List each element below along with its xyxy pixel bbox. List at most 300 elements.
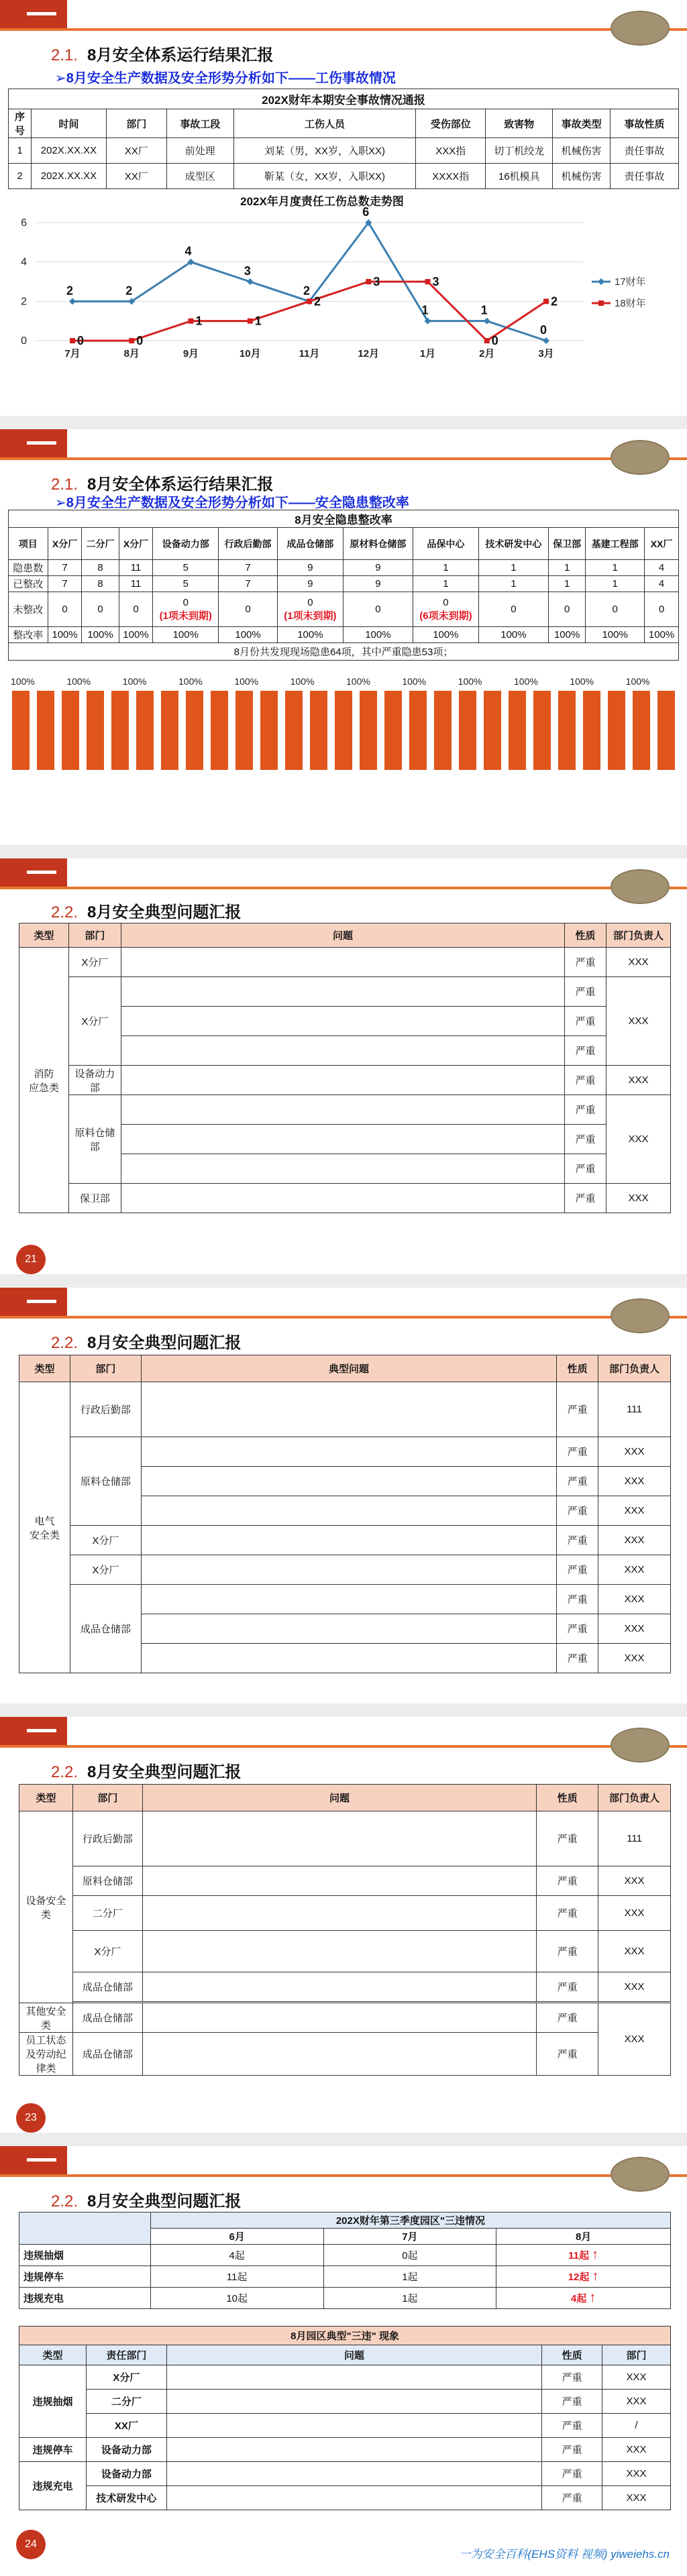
owner-cell: XXX xyxy=(598,1644,671,1673)
owner-cell: XXX xyxy=(602,2390,671,2414)
rate-bar xyxy=(360,691,377,770)
slide-fire-issues xyxy=(0,858,687,1274)
section-number: 2.1. xyxy=(51,475,78,494)
series-marker xyxy=(247,278,254,285)
bar-value-label: 100% xyxy=(66,676,91,687)
issue-cell xyxy=(142,2033,536,2076)
owner-cell: XXX xyxy=(598,1496,671,1526)
col-header: 序号 xyxy=(9,109,32,138)
cell: 100% xyxy=(478,627,548,643)
col-header: 品保中心 xyxy=(413,528,479,560)
cell: 切丁机绞龙 xyxy=(486,138,553,164)
data-label: 2 xyxy=(303,284,311,298)
col-header: 性质 xyxy=(537,1785,598,1811)
series-marker xyxy=(248,319,253,324)
x-tick-label: 7月 xyxy=(64,348,81,359)
series-marker xyxy=(484,318,490,325)
issue-cell xyxy=(166,2486,541,2510)
cell: 1起 xyxy=(323,2288,496,2309)
x-tick-label: 8月 xyxy=(123,348,140,359)
table-row xyxy=(19,2365,671,2390)
owner-cell: XXX xyxy=(598,1437,671,1467)
owner-cell: XXX xyxy=(598,1585,671,1614)
owner-cell: XXX xyxy=(606,1095,671,1184)
nature-cell: 严重 xyxy=(542,2486,602,2510)
nature-cell: 严重 xyxy=(565,1184,606,1213)
issue-cell xyxy=(121,1036,564,1066)
rate-bar xyxy=(533,691,551,770)
issue-cell xyxy=(141,1382,556,1437)
bar-value-label: 100% xyxy=(625,676,650,687)
owner-cell: XXX xyxy=(606,977,671,1066)
issue-cell xyxy=(121,948,564,977)
header-tab xyxy=(0,1288,67,1316)
owner-cell: XXX xyxy=(606,948,671,977)
cell: 7 xyxy=(48,560,82,576)
table-row xyxy=(9,627,679,643)
data-label: 1 xyxy=(480,303,488,317)
table-row xyxy=(19,2462,671,2486)
slide-accident-report xyxy=(0,0,687,416)
nature-cell: 严重 xyxy=(557,1555,598,1585)
issue-cell xyxy=(142,1866,536,1896)
section-number: 2.2. xyxy=(51,1763,78,1781)
cell: 10起 xyxy=(150,2288,323,2309)
issue-cell xyxy=(141,1467,556,1496)
bar-value-label: 100% xyxy=(458,676,482,687)
col-header: 部门负责人 xyxy=(606,923,671,948)
col-header: X分厂 xyxy=(48,528,82,560)
table-row xyxy=(19,2266,671,2288)
section-title xyxy=(51,42,273,65)
cell: 202X.XX.XX xyxy=(31,138,106,164)
cell: 9 xyxy=(343,560,413,576)
col-header: 类型 xyxy=(19,923,69,948)
table-row xyxy=(19,2033,671,2076)
issue-cell xyxy=(121,1154,564,1184)
rate-bar xyxy=(235,691,253,770)
cell: 11起 xyxy=(150,2266,323,2288)
rate-bar xyxy=(657,691,675,770)
cell: 100% xyxy=(645,627,679,643)
data-label: 1 xyxy=(254,314,262,328)
rate-bar xyxy=(62,691,79,770)
col-header: 行政后勤部 xyxy=(219,528,278,560)
cell: 0 xyxy=(549,592,586,627)
header-rule xyxy=(0,2174,687,2177)
table-caption: 8月安全隐患整改率 xyxy=(9,510,679,528)
section-title xyxy=(51,471,273,494)
equipment-issues-table xyxy=(19,1784,671,2076)
data-label: 1 xyxy=(421,303,429,317)
dept-cell: XX厂 xyxy=(86,2414,166,2438)
issue-cell xyxy=(166,2438,541,2462)
dept-cell: X分厂 xyxy=(68,948,121,977)
rate-bar xyxy=(633,691,650,770)
slide-gap xyxy=(0,1274,687,1288)
dept-cell: 设备动力部 xyxy=(86,2438,166,2462)
table-row xyxy=(19,1437,671,1467)
cell: 0 xyxy=(586,592,645,627)
dept-cell: 二分厂 xyxy=(86,2390,166,2414)
header-tab xyxy=(0,2146,67,2174)
cell: 刘某（男，XX岁，入职XX) xyxy=(233,138,416,164)
cell: 9 xyxy=(343,576,413,592)
nature-cell: 严重 xyxy=(542,2462,602,2486)
rate-bar xyxy=(87,691,104,770)
cell xyxy=(413,592,479,627)
issue-cell xyxy=(141,1437,556,1467)
data-label: 6 xyxy=(362,205,370,219)
rate-bar xyxy=(583,691,600,770)
data-label: 0 xyxy=(76,334,85,347)
issue-cell xyxy=(141,1496,556,1526)
category-cell xyxy=(19,2033,73,2076)
cell: 1 xyxy=(413,560,479,576)
bar-value-label: 100% xyxy=(178,676,203,687)
cell: 0 xyxy=(48,592,82,627)
rate-bar xyxy=(136,691,154,770)
cell: 11 xyxy=(119,576,153,592)
col-header: X分厂 xyxy=(119,528,153,560)
col-header: 事故工段 xyxy=(166,109,233,138)
section-title-text: 8月安全典型问题汇报 xyxy=(87,2192,242,2210)
cell-value: 4起 xyxy=(570,2293,587,2304)
hazard-table xyxy=(8,510,679,661)
col-header: 部门负责人 xyxy=(598,1785,671,1811)
issue-cell xyxy=(121,1125,564,1154)
col-header: 部门 xyxy=(70,1355,141,1382)
slide-hazard-rate xyxy=(0,429,687,845)
cell: 100% xyxy=(586,627,645,643)
cell: 整改率 xyxy=(9,627,48,643)
header-tab xyxy=(0,429,67,457)
footer-link[interactable]: 一为安全百科(EHS资料 视频) yiweiehs.cn xyxy=(459,2548,670,2561)
table-row xyxy=(19,1555,671,1585)
nature-cell: 严重 xyxy=(537,1931,598,1972)
x-tick-label: 10月 xyxy=(239,348,261,359)
rate-bar xyxy=(558,691,576,770)
cell: 机械伤害 xyxy=(553,138,611,164)
dept-cell: 设备动力部 xyxy=(86,2462,166,2486)
category-cell xyxy=(19,1382,70,1673)
table-row xyxy=(9,138,679,164)
issue-cell xyxy=(142,1931,536,1972)
cell xyxy=(496,2266,671,2288)
col-header: 问题 xyxy=(166,2345,541,2365)
table-row xyxy=(19,977,671,1007)
table-row xyxy=(19,948,671,977)
company-logo xyxy=(611,11,670,46)
cell: 100% xyxy=(219,627,278,643)
dept-cell: X分厂 xyxy=(70,1526,141,1555)
issue-cell xyxy=(166,2414,541,2438)
y-tick-label: 6 xyxy=(21,217,27,229)
nature-cell: 严重 xyxy=(542,2390,602,2414)
table-row xyxy=(19,1811,671,1866)
owner-cell: XXX xyxy=(602,2438,671,2462)
col-header: 二分厂 xyxy=(82,528,119,560)
issue-cell xyxy=(141,1614,556,1644)
series-marker xyxy=(129,338,134,343)
cell: 100% xyxy=(48,627,82,643)
cell: 202X.XX.XX xyxy=(31,164,106,189)
table-row xyxy=(9,592,679,627)
cell: 1起 xyxy=(323,2266,496,2288)
violation-summary-table xyxy=(19,2212,671,2309)
up-arrow-icon: ↑ xyxy=(592,2247,599,2262)
dept-cell: 成品仓储部 xyxy=(72,2003,142,2033)
bar-value-label: 100% xyxy=(514,676,538,687)
col-header: 问题 xyxy=(121,923,564,948)
nature-cell: 严重 xyxy=(542,2414,602,2438)
table-row xyxy=(9,576,679,592)
bar-value-label: 100% xyxy=(570,676,594,687)
nature-cell: 严重 xyxy=(565,1095,606,1125)
table-row xyxy=(19,1896,671,1931)
data-label: 3 xyxy=(373,275,380,288)
data-label: 3 xyxy=(432,275,439,288)
legend-label: 18财年 xyxy=(615,298,646,309)
category-label: 电气 安全类 xyxy=(29,1515,60,1541)
data-label: 0 xyxy=(491,334,498,347)
section-title-text: 8月安全体系运行结果汇报 xyxy=(87,46,274,64)
y-tick-label: 0 xyxy=(21,335,27,347)
dept-cell: 保卫部 xyxy=(68,1184,121,1213)
col-header: 受伤部位 xyxy=(416,109,486,138)
nature-cell: 严重 xyxy=(565,1036,606,1066)
owner-cell: XXX xyxy=(606,1184,671,1213)
nature-cell: 严重 xyxy=(565,1007,606,1036)
cell-value: 12起 xyxy=(568,2272,590,2283)
bar-value-label: 100% xyxy=(290,676,315,687)
series-marker xyxy=(70,338,75,343)
category-cell xyxy=(19,2003,73,2033)
cell: 8 xyxy=(82,576,119,592)
slide-equipment-issues xyxy=(0,1717,687,2133)
dept-cell: 成品仓储部 xyxy=(70,1585,141,1673)
table-row xyxy=(19,2245,671,2266)
col-header: 性质 xyxy=(557,1355,598,1382)
table-row xyxy=(19,2288,671,2309)
cell xyxy=(278,592,344,627)
issue-cell xyxy=(166,2390,541,2414)
owner-cell: XXX xyxy=(598,1614,671,1644)
slide-gap xyxy=(0,2133,687,2146)
cell: 0起 xyxy=(323,2245,496,2266)
owner-cell: 111 xyxy=(598,1811,671,1866)
cell: 0 xyxy=(82,592,119,627)
rate-bar xyxy=(608,691,625,770)
cell: 7 xyxy=(219,576,278,592)
cell: 16机模具 xyxy=(486,164,553,189)
cell: 1 xyxy=(478,576,548,592)
nature-cell: 严重 xyxy=(557,1496,598,1526)
header-rule xyxy=(0,1745,687,1748)
nature-cell: 严重 xyxy=(542,2438,602,2462)
cell: 0 xyxy=(219,592,278,627)
dept-cell: 原料仓储部 xyxy=(70,1437,141,1526)
nature-cell: 严重 xyxy=(565,1125,606,1154)
table-row xyxy=(19,2390,671,2414)
series-marker xyxy=(189,319,194,324)
cell: 1 xyxy=(586,560,645,576)
section-subtitle: ➢8月安全生产数据及安全形势分析如下——工伤事故情况 xyxy=(55,71,396,86)
rate-bar xyxy=(409,691,427,770)
header-rule xyxy=(0,28,687,31)
x-tick-label: 1月 xyxy=(419,348,436,359)
dept-cell: 二分厂 xyxy=(72,1896,142,1931)
cell-value: 11起 xyxy=(568,2250,589,2261)
company-logo xyxy=(611,869,670,904)
issue-cell xyxy=(142,1811,536,1866)
series-line xyxy=(72,223,546,341)
cell: 2 xyxy=(9,164,32,189)
category-label: 设备安全类 xyxy=(25,1895,66,1921)
pending-note: (1项未到期) xyxy=(159,610,212,622)
nature-cell: 严重 xyxy=(542,2365,602,2390)
cell: 7 xyxy=(48,576,82,592)
cell-value: 0 xyxy=(443,596,449,608)
rate-bars xyxy=(8,691,679,770)
table-row xyxy=(19,2438,671,2462)
dept-cell: 成品仓储部 xyxy=(72,1972,142,2002)
nature-cell: 严重 xyxy=(557,1585,598,1614)
legend-marker xyxy=(598,278,604,285)
series-marker xyxy=(307,298,312,304)
cell: 1 xyxy=(413,576,479,592)
row-label: 违规抽烟 xyxy=(19,2245,151,2266)
cell xyxy=(119,592,153,627)
owner-cell: XXX xyxy=(602,2365,671,2390)
rate-bar xyxy=(459,691,476,770)
cell xyxy=(496,2288,671,2309)
series-marker xyxy=(484,338,490,343)
bar-value-label: 100% xyxy=(122,676,147,687)
col-header: 技术研发中心 xyxy=(478,528,548,560)
rate-bar xyxy=(434,691,452,770)
dept-cell: 原料仓储部 xyxy=(72,1866,142,1896)
x-tick-label: 3月 xyxy=(538,348,554,359)
data-label: 2 xyxy=(66,284,74,298)
chart-legend xyxy=(592,276,646,309)
rate-bar xyxy=(161,691,178,770)
cell: 1 xyxy=(586,576,645,592)
col-header: 设备动力部 xyxy=(153,528,219,560)
violation-detail-table xyxy=(19,2326,671,2510)
cell-value: 0 xyxy=(133,604,139,615)
data-label: 2 xyxy=(313,294,321,309)
category-cell xyxy=(19,948,69,1213)
slide-gap xyxy=(0,416,687,429)
row-label: 违规停车 xyxy=(19,2266,151,2288)
issue-cell xyxy=(166,2365,541,2390)
series-marker xyxy=(366,279,371,284)
section-title-text: 8月安全典型问题汇报 xyxy=(87,903,242,921)
cell: 机械伤害 xyxy=(553,164,611,189)
injury-trend-chart xyxy=(0,193,687,394)
nature-cell: 严重 xyxy=(557,1644,598,1673)
section-number: 2.2. xyxy=(51,1334,78,1352)
rate-bar xyxy=(186,691,203,770)
owner-cell: 111 xyxy=(598,1382,671,1437)
nature-cell: 严重 xyxy=(565,977,606,1007)
nature-cell: 严重 xyxy=(565,948,606,977)
col-header: 成品仓储部 xyxy=(278,528,344,560)
table-row xyxy=(19,1184,671,1213)
issue-cell xyxy=(121,1066,564,1095)
header-tab xyxy=(0,858,67,887)
section-title xyxy=(51,899,241,922)
type-cell: 违规抽烟 xyxy=(19,2365,87,2438)
issue-cell xyxy=(121,1095,564,1125)
cell: 0 xyxy=(343,592,413,627)
cell: 成型区 xyxy=(166,164,233,189)
cell: 100% xyxy=(343,627,413,643)
rate-bar xyxy=(211,691,228,770)
table-row xyxy=(19,2414,671,2438)
rate-bar xyxy=(111,691,129,770)
data-label: 0 xyxy=(136,334,144,347)
x-tick-label: 12月 xyxy=(358,348,380,359)
header-rule xyxy=(0,457,687,460)
cell xyxy=(153,592,219,627)
legend-label: 17财年 xyxy=(615,276,646,288)
nature-cell: 严重 xyxy=(537,2003,598,2033)
page-number: 24 xyxy=(16,2530,46,2559)
data-label: 3 xyxy=(244,264,251,278)
category-cell xyxy=(19,1811,73,2003)
col-header: 部门 xyxy=(106,109,166,138)
cell: 隐患数 xyxy=(9,560,48,576)
cell: 9 xyxy=(278,576,344,592)
cell: 1 xyxy=(9,138,32,164)
summary-line: 8月份共发现现场隐患64项，其中严重隐患53项； xyxy=(233,647,454,658)
dept-cell: X分厂 xyxy=(86,2365,166,2390)
col-header: 部门 xyxy=(68,923,121,948)
col-header: 典型问题 xyxy=(141,1355,556,1382)
issue-cell xyxy=(141,1644,556,1673)
cell: XXXX指 xyxy=(416,164,486,189)
cell: 未整改 xyxy=(9,592,48,627)
issue-cell xyxy=(121,1007,564,1036)
chart-lines xyxy=(66,205,558,347)
issue-cell xyxy=(166,2462,541,2486)
company-logo xyxy=(611,1298,670,1333)
table-row xyxy=(19,1382,671,1437)
owner-cell: XXX xyxy=(598,1526,671,1555)
data-label: 0 xyxy=(539,323,547,337)
section-title xyxy=(51,1758,241,1782)
col-header: 时间 xyxy=(31,109,106,138)
nature-cell: 严重 xyxy=(557,1526,598,1555)
cell: XXX指 xyxy=(416,138,486,164)
section-title-text: 8月安全典型问题汇报 xyxy=(87,1763,242,1781)
dept-cell: 技术研发中心 xyxy=(86,2486,166,2510)
y-axis-ticks xyxy=(21,217,27,347)
category-label: 消防 应急类 xyxy=(28,1068,59,1094)
cell: 7 xyxy=(219,560,278,576)
owner-cell: XXX xyxy=(606,1066,671,1095)
col-header: 6月 xyxy=(150,2229,323,2245)
rate-bar xyxy=(384,691,402,770)
table-row xyxy=(19,1585,671,1614)
dept-cell: X分厂 xyxy=(72,1931,142,1972)
up-arrow-icon: ↑ xyxy=(589,2290,596,2305)
series-marker xyxy=(425,279,431,284)
cell xyxy=(496,2245,671,2266)
up-arrow-icon: ↑ xyxy=(592,2269,599,2284)
